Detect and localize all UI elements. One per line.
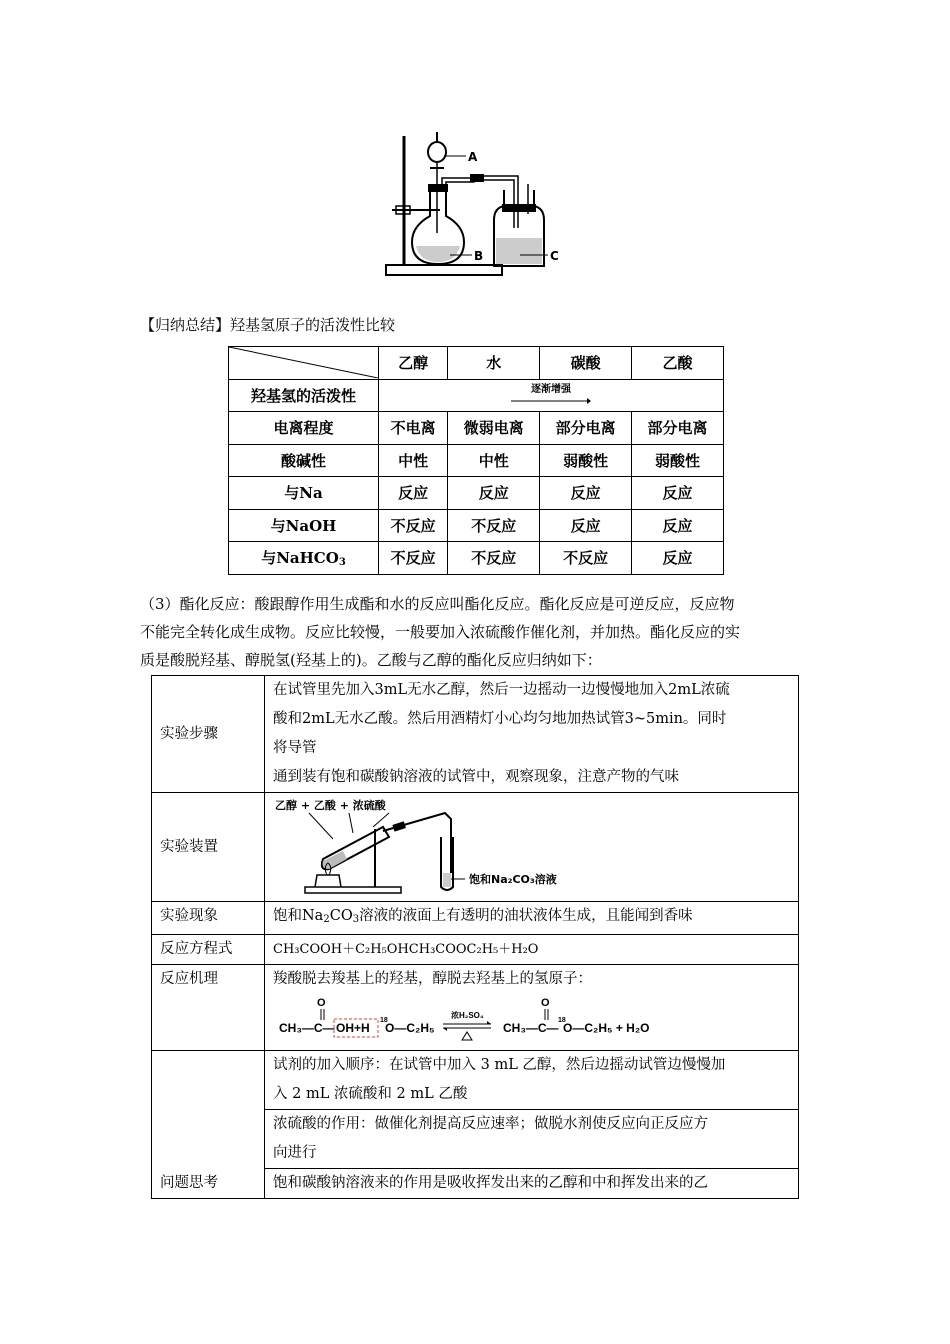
table-row <box>229 477 724 510</box>
paragraph-line: 不能完全转化成生成物。反应比较慢，一般要加入浓硫酸作催化剂，并加热。酯化反应的实 <box>140 623 741 641</box>
table-row <box>229 444 724 477</box>
steps-line: 酸和2mL无水乙酸。然后用酒精灯小心均匀地加热试管3~5min。同时 <box>273 711 727 727</box>
mechanism-cell <box>265 965 799 1051</box>
table-cell: 弱酸性 <box>540 444 632 477</box>
row-label: 酸碱性 <box>229 444 379 477</box>
table-row <box>229 542 724 575</box>
table-cell: 不反应 <box>540 542 632 575</box>
table-cell: 弱酸性 <box>632 444 724 477</box>
steps-cell <box>265 676 799 793</box>
table-cell: 中性 <box>448 444 540 477</box>
apparatus-top-label: 乙醇 + 乙酸 + 浓硫酸 <box>275 799 386 812</box>
table-row <box>229 509 724 542</box>
phenomenon-text: 溶液的液面上有透明的油状液体生成，且能闻到香味 <box>359 908 693 924</box>
table-cell: 不反应 <box>379 509 448 542</box>
row-label-text: 与NaHCO <box>261 549 339 568</box>
table-row <box>152 965 799 1051</box>
table-cell: 反应 <box>540 477 632 510</box>
phenomenon-text: 饱和Na <box>273 908 324 924</box>
table-cell: 不反应 <box>448 509 540 542</box>
table-cell: 反应 <box>448 477 540 510</box>
table-row <box>229 347 724 380</box>
carbonyl-o: O <box>317 997 326 1009</box>
col-header: 乙酸 <box>632 347 724 380</box>
trend-text: 逐渐增强 <box>531 383 571 395</box>
right-arrow-icon <box>511 398 591 404</box>
question-1 <box>265 1051 798 1110</box>
table-row <box>152 793 799 902</box>
equation-cell: CH₃COOH＋C₂H₅OHCH₃COOC₂H₅＋H₂O <box>265 935 799 965</box>
row-label: 与Na <box>229 477 379 510</box>
diagonal-header-cell <box>229 347 379 380</box>
table-cell: 不反应 <box>379 542 448 575</box>
summary-title: 【归纳总结】羟基氢原子的活泼性比较 <box>140 316 396 334</box>
trend-arrow-cell <box>379 379 724 412</box>
table-cell: 反应 <box>540 509 632 542</box>
apparatus-diagram-2 <box>265 793 625 899</box>
phenomenon-text: CO <box>329 908 353 924</box>
phenomenon-cell <box>265 902 799 935</box>
isotope-label: 18 <box>558 1017 566 1024</box>
row-label: 问题思考 <box>152 1051 265 1199</box>
row-label: 反应机理 <box>152 965 265 1051</box>
row-label: 羟基氢的活泼性 <box>229 379 379 412</box>
table-cell: 不电离 <box>379 412 448 445</box>
heat-triangle-icon <box>462 1032 472 1040</box>
table-cell: 不反应 <box>448 542 540 575</box>
mechanism-text: 羧酸脱去羧基上的羟基，醇脱去羟基上的氢原子： <box>273 971 592 987</box>
esterification-paragraph <box>140 590 820 674</box>
row-label: 实验装置 <box>152 793 265 902</box>
catalyst-label: 浓H₂SO₄ <box>451 1011 484 1020</box>
row-label <box>229 542 379 575</box>
phenomenon-subscript: 3 <box>352 914 360 925</box>
table-cell: 反应 <box>632 542 724 575</box>
row-label: 电离程度 <box>229 412 379 445</box>
table-cell: 部分电离 <box>632 412 724 445</box>
question-3 <box>265 1169 798 1198</box>
table-row <box>152 902 799 935</box>
table-cell: 反应 <box>632 477 724 510</box>
table-cell: 部分电离 <box>540 412 632 445</box>
table-cell: 反应 <box>379 477 448 510</box>
table-cell: 中性 <box>379 444 448 477</box>
paragraph-line: （3）酯化反应：酸跟醇作用生成酯和水的反应叫酯化反应。酯化反应是可逆反应，反应物 <box>140 595 735 613</box>
isotope-label: 18 <box>380 1017 388 1024</box>
label-c: C <box>550 249 559 263</box>
questions-cell <box>265 1051 799 1199</box>
label-b: B <box>474 249 484 263</box>
col-header: 乙醇 <box>379 347 448 380</box>
row-label: 实验步骤 <box>152 676 265 793</box>
table-row <box>229 379 724 412</box>
col-header: 水 <box>448 347 540 380</box>
esterification-table <box>151 675 799 1199</box>
table-row <box>229 412 724 445</box>
row-label: 实验现象 <box>152 902 265 935</box>
question-line: 向进行 <box>273 1145 317 1161</box>
phenomenon-subscript: 2 <box>323 914 330 925</box>
table-cell: 反应 <box>632 509 724 542</box>
row-label: 反应方程式 <box>152 935 265 965</box>
steps-line: 在试管里先加入3mL无水乙醇，然后一边摇动一边慢慢地加入2mL浓硫 <box>273 682 730 698</box>
question-line: 入 2 mL 浓硫酸和 2 mL 乙酸 <box>273 1086 468 1102</box>
steps-line: 将导管 <box>273 740 317 756</box>
carbonyl-o: O <box>541 997 550 1009</box>
col-header: 碳酸 <box>540 347 632 380</box>
hydroxyl-activity-table <box>228 346 724 575</box>
table-row <box>152 676 799 793</box>
question-line: 试剂的加入顺序：在试管中加入 3 mL 乙醇，然后边摇动试管边慢慢加 <box>273 1057 726 1073</box>
question-line: 饱和碳酸钠溶液来的作用是吸收挥发出来的乙醇和中和挥发出来的乙 <box>273 1175 708 1191</box>
table-cell: 微弱电离 <box>448 412 540 445</box>
steps-line: 通到装有饱和碳酸钠溶液的试管中，观察现象，注意产物的气味 <box>273 769 679 785</box>
acid-part: CH₃—C— <box>279 1021 335 1035</box>
alcohol-part: O—C₂H₅ <box>385 1021 435 1035</box>
question-2 <box>265 1110 798 1169</box>
mechanism-equation <box>273 994 673 1050</box>
question-line: 浓硫酸的作用：做催化剂提高反应速率；做脱水剂使反应向正反应方 <box>273 1116 708 1132</box>
paragraph-line: 质是酸脱羟基、醇脱氢(羟基上的)。乙酸与乙醇的酯化反应归纳如下： <box>140 651 602 669</box>
table-row <box>152 935 799 965</box>
label-a: A <box>468 150 478 164</box>
row-label: 与NaOH <box>229 509 379 542</box>
oh-h: OH+H <box>336 1021 370 1035</box>
apparatus-cell <box>265 793 799 902</box>
ester-part: CH₃—C— <box>503 1021 559 1035</box>
ester-end: O—C₂H₅ + H₂O <box>563 1021 650 1035</box>
apparatus-diagram-1 <box>380 128 580 280</box>
row-label-subscript: 3 <box>338 557 346 569</box>
apparatus-side-label: 饱和Na₂CO₃溶液 <box>469 873 557 886</box>
table-row <box>152 1051 799 1199</box>
